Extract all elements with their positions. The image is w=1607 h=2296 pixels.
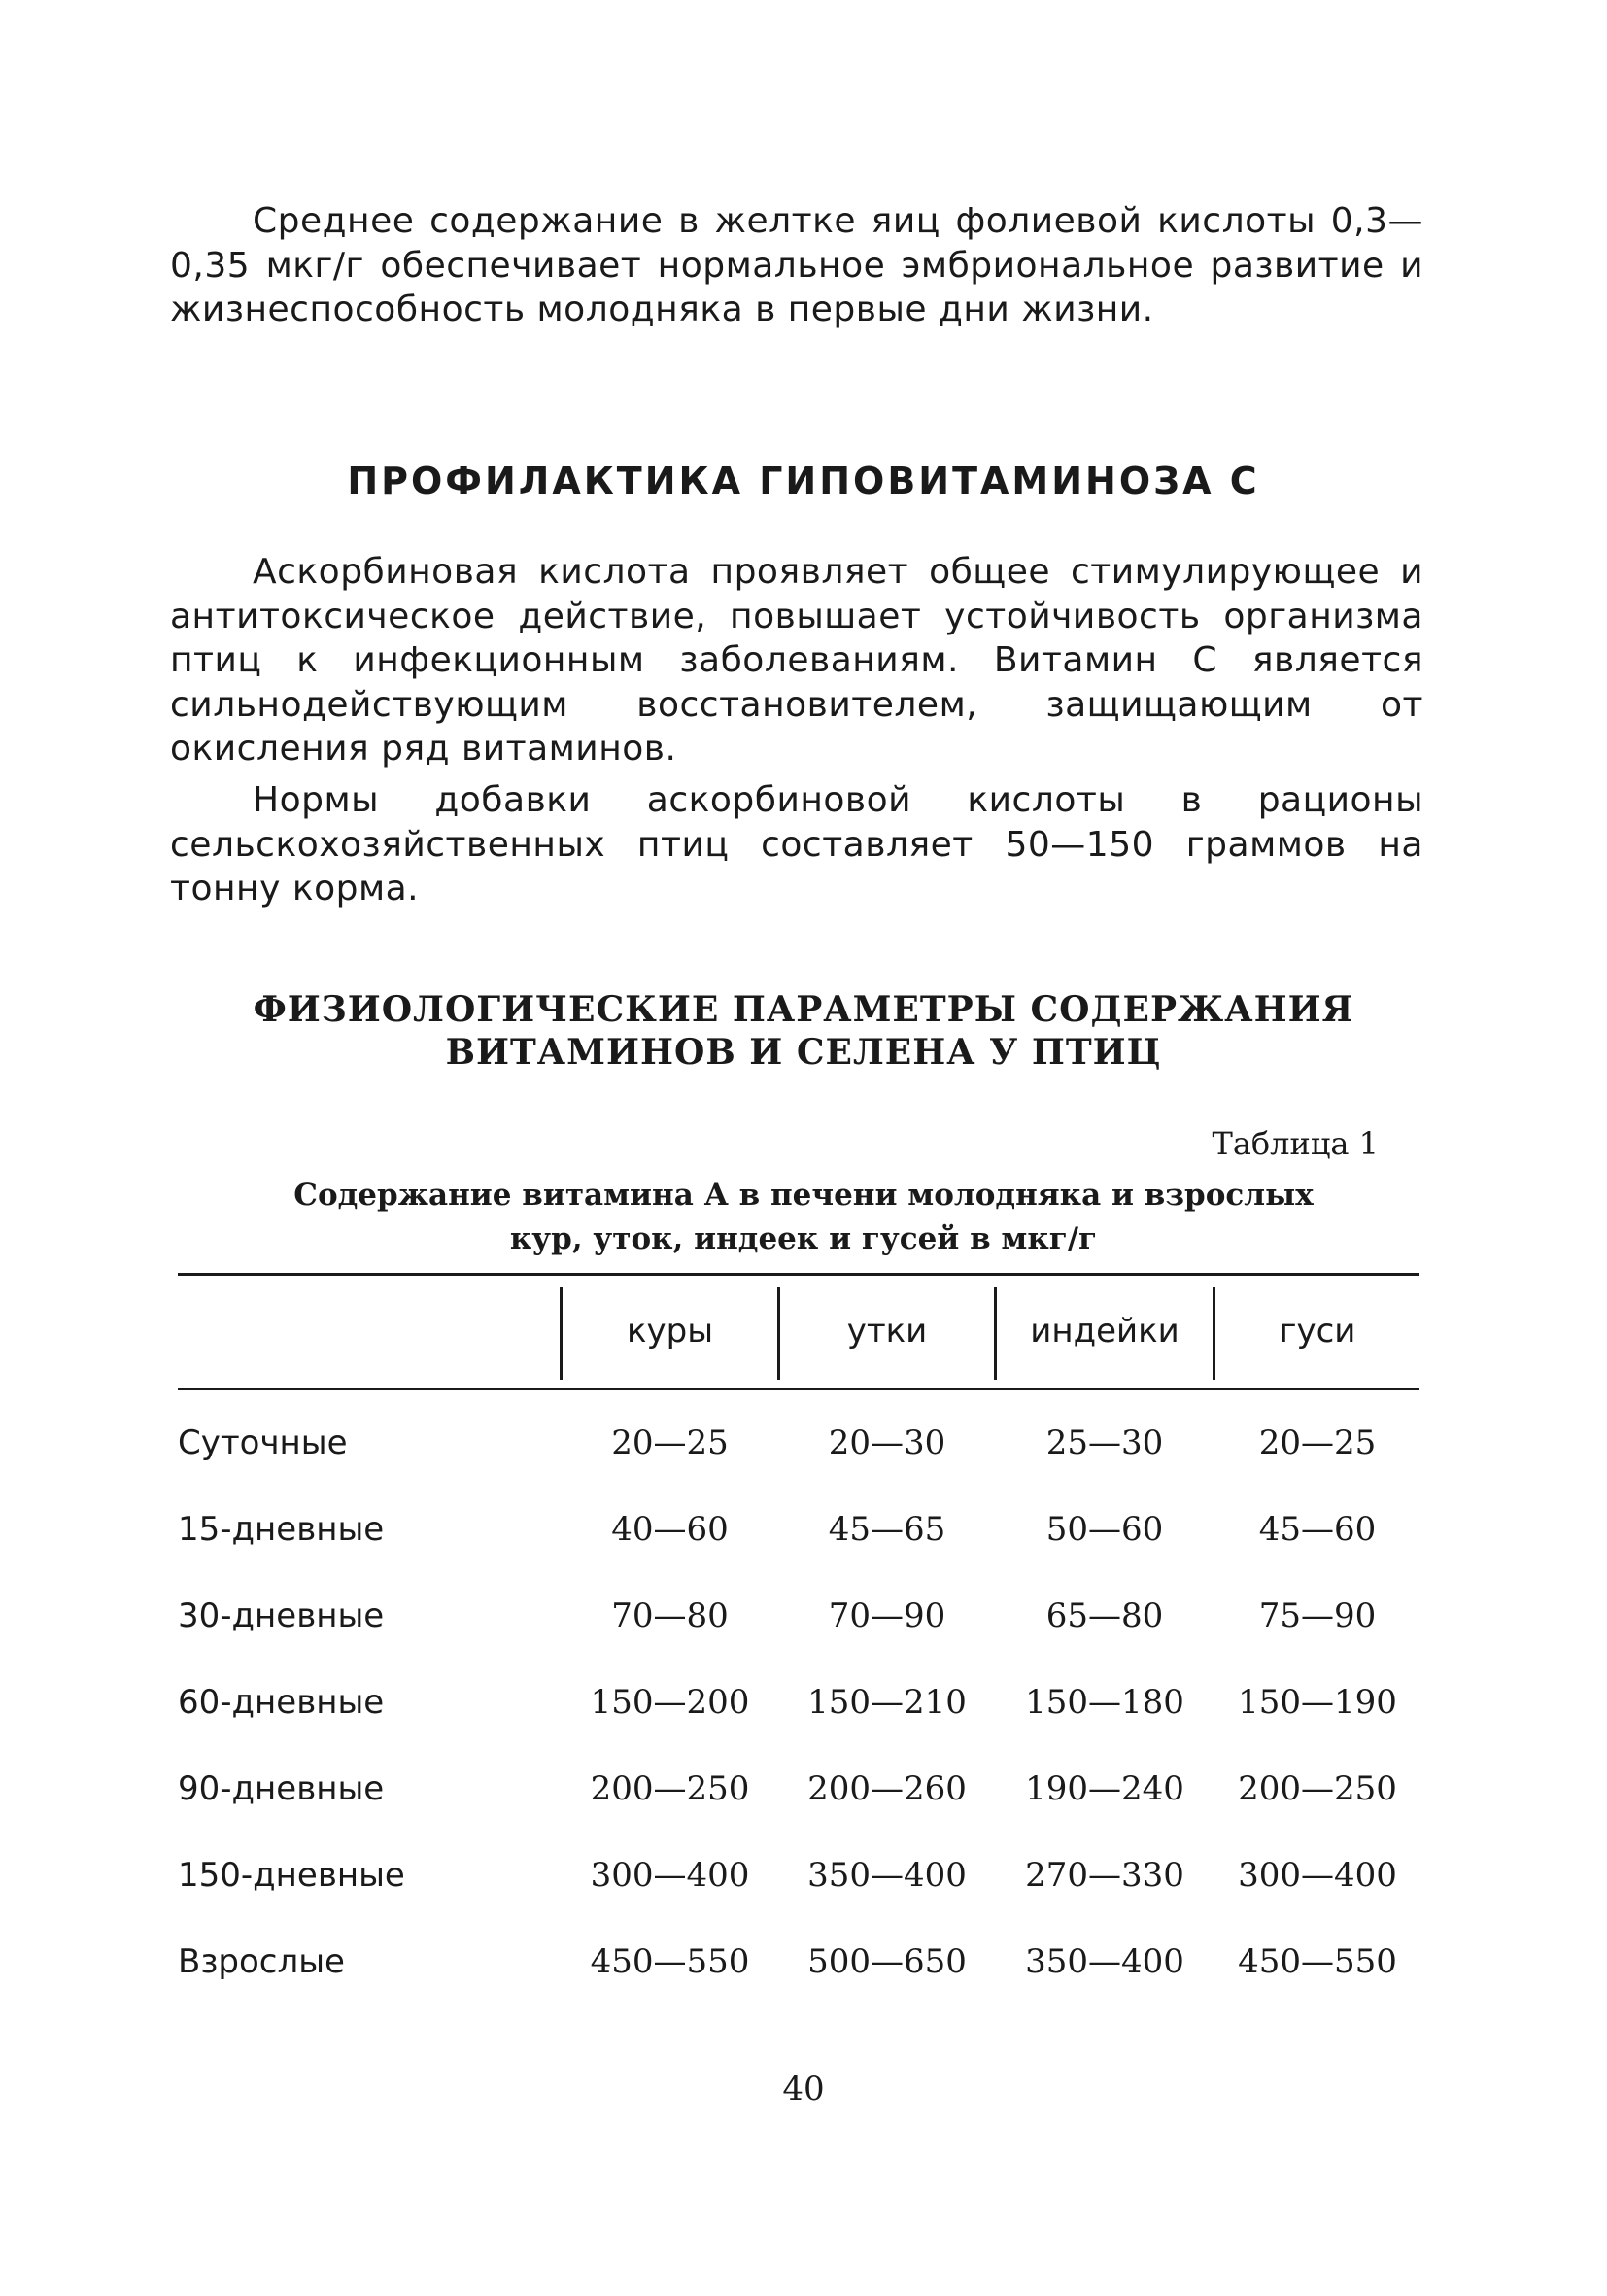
table-row xyxy=(0,1500,1607,1559)
column-header-geese: гуси xyxy=(1279,1312,1356,1351)
table-cell: 150—210 xyxy=(807,1683,967,1722)
table-cell: 25—30 xyxy=(1045,1423,1164,1462)
table-cell: 200—250 xyxy=(1238,1769,1397,1808)
column-header-ducks: утки xyxy=(846,1312,928,1351)
table-caption xyxy=(0,1174,1607,1261)
table-cell: 500—650 xyxy=(807,1942,967,1981)
table-row xyxy=(0,1673,1607,1731)
paragraph-ascorbic-acid: Аскорбиновая кислота проявляет общее стимулирующее и антитоксическое действие, повышает устойчивость организма птиц к инфекционным заболеваниям. Витамин С является сильнодействующим восстановителем, защищающим от окисления ряд витаминов. xyxy=(170,552,1423,769)
row-label: 30-дневные xyxy=(178,1596,385,1635)
table-top-rule xyxy=(178,1273,1419,1276)
table-row xyxy=(0,1846,1607,1904)
table-row xyxy=(0,1760,1607,1818)
table-row xyxy=(0,1933,1607,1991)
paragraph-norms: Нормы добавки аскорбиновой кислоты в рационы сельскохозяйственных птиц составляет 50—150 граммов на тонну корма. xyxy=(170,780,1423,908)
table-cell: 45—65 xyxy=(828,1510,946,1549)
caption-line-2: кур, уток, индеек и гусей в мкг/г xyxy=(509,1221,1098,1256)
table-row xyxy=(0,1587,1607,1645)
table-cell: 200—250 xyxy=(590,1769,750,1808)
row-label: 90-дневные xyxy=(178,1769,385,1808)
row-label: 15-дневные xyxy=(178,1510,385,1549)
table-cell: 20—25 xyxy=(611,1423,729,1462)
caption-line-1: Содержание витамина А в печени молодняка и взрослых xyxy=(293,1178,1314,1213)
row-label: Суточные xyxy=(178,1423,348,1462)
table-cell: 450—550 xyxy=(590,1942,750,1981)
table-cell: 200—260 xyxy=(807,1769,967,1808)
table-cell: 65—80 xyxy=(1045,1596,1164,1635)
table-cell: 70—90 xyxy=(828,1596,946,1635)
table-cell: 75—90 xyxy=(1258,1596,1377,1635)
table-cell: 300—400 xyxy=(1238,1856,1397,1895)
heading-line-2: ВИТАМИНОВ И СЕЛЕНА У ПТИЦ xyxy=(445,1032,1162,1073)
table-cell: 150—200 xyxy=(590,1683,750,1722)
page-number: 40 xyxy=(782,2070,825,2108)
table-cell: 20—25 xyxy=(1258,1423,1377,1462)
row-label: 150-дневные xyxy=(178,1856,405,1895)
table-cell: 150—190 xyxy=(1238,1683,1397,1722)
row-label: 60-дневные xyxy=(178,1683,385,1722)
heading-line-1: ФИЗИОЛОГИЧЕСКИЕ ПАРАМЕТРЫ СОДЕРЖАНИЯ xyxy=(253,989,1354,1030)
section-heading-physiological xyxy=(0,988,1607,1074)
table-cell: 270—330 xyxy=(1025,1856,1184,1895)
table-label: Таблица 1 xyxy=(1212,1125,1379,1162)
table-cell: 190—240 xyxy=(1025,1769,1184,1808)
table-cell: 450—550 xyxy=(1238,1942,1397,1981)
table-cell: 40—60 xyxy=(611,1510,729,1549)
row-label: Взрослые xyxy=(178,1942,345,1981)
table-cell: 300—400 xyxy=(590,1856,750,1895)
paragraph-folic-acid: Среднее содержание в желтке яиц фолиевой кислоты 0,3—0,35 мкг/г обеспечивает нормальное эмбриональное развитие и жизнеспособность молодняка в первые дни жизни. xyxy=(170,201,1423,329)
table-cell: 70—80 xyxy=(611,1596,729,1635)
table-cell: 350—400 xyxy=(1025,1942,1184,1981)
table-cell: 20—30 xyxy=(828,1423,946,1462)
table-cell: 150—180 xyxy=(1025,1683,1184,1722)
column-header-chickens: куры xyxy=(626,1312,714,1351)
section-heading-vitamin-c: ПРОФИЛАКТИКА ГИПОВИТАМИНОЗА С xyxy=(347,460,1260,502)
table-cell: 50—60 xyxy=(1045,1510,1164,1549)
table-header-rule xyxy=(178,1388,1419,1390)
table-row xyxy=(0,1414,1607,1472)
table-cell: 45—60 xyxy=(1258,1510,1377,1549)
column-header-turkeys: индейки xyxy=(1030,1312,1180,1351)
table-cell: 350—400 xyxy=(807,1856,967,1895)
